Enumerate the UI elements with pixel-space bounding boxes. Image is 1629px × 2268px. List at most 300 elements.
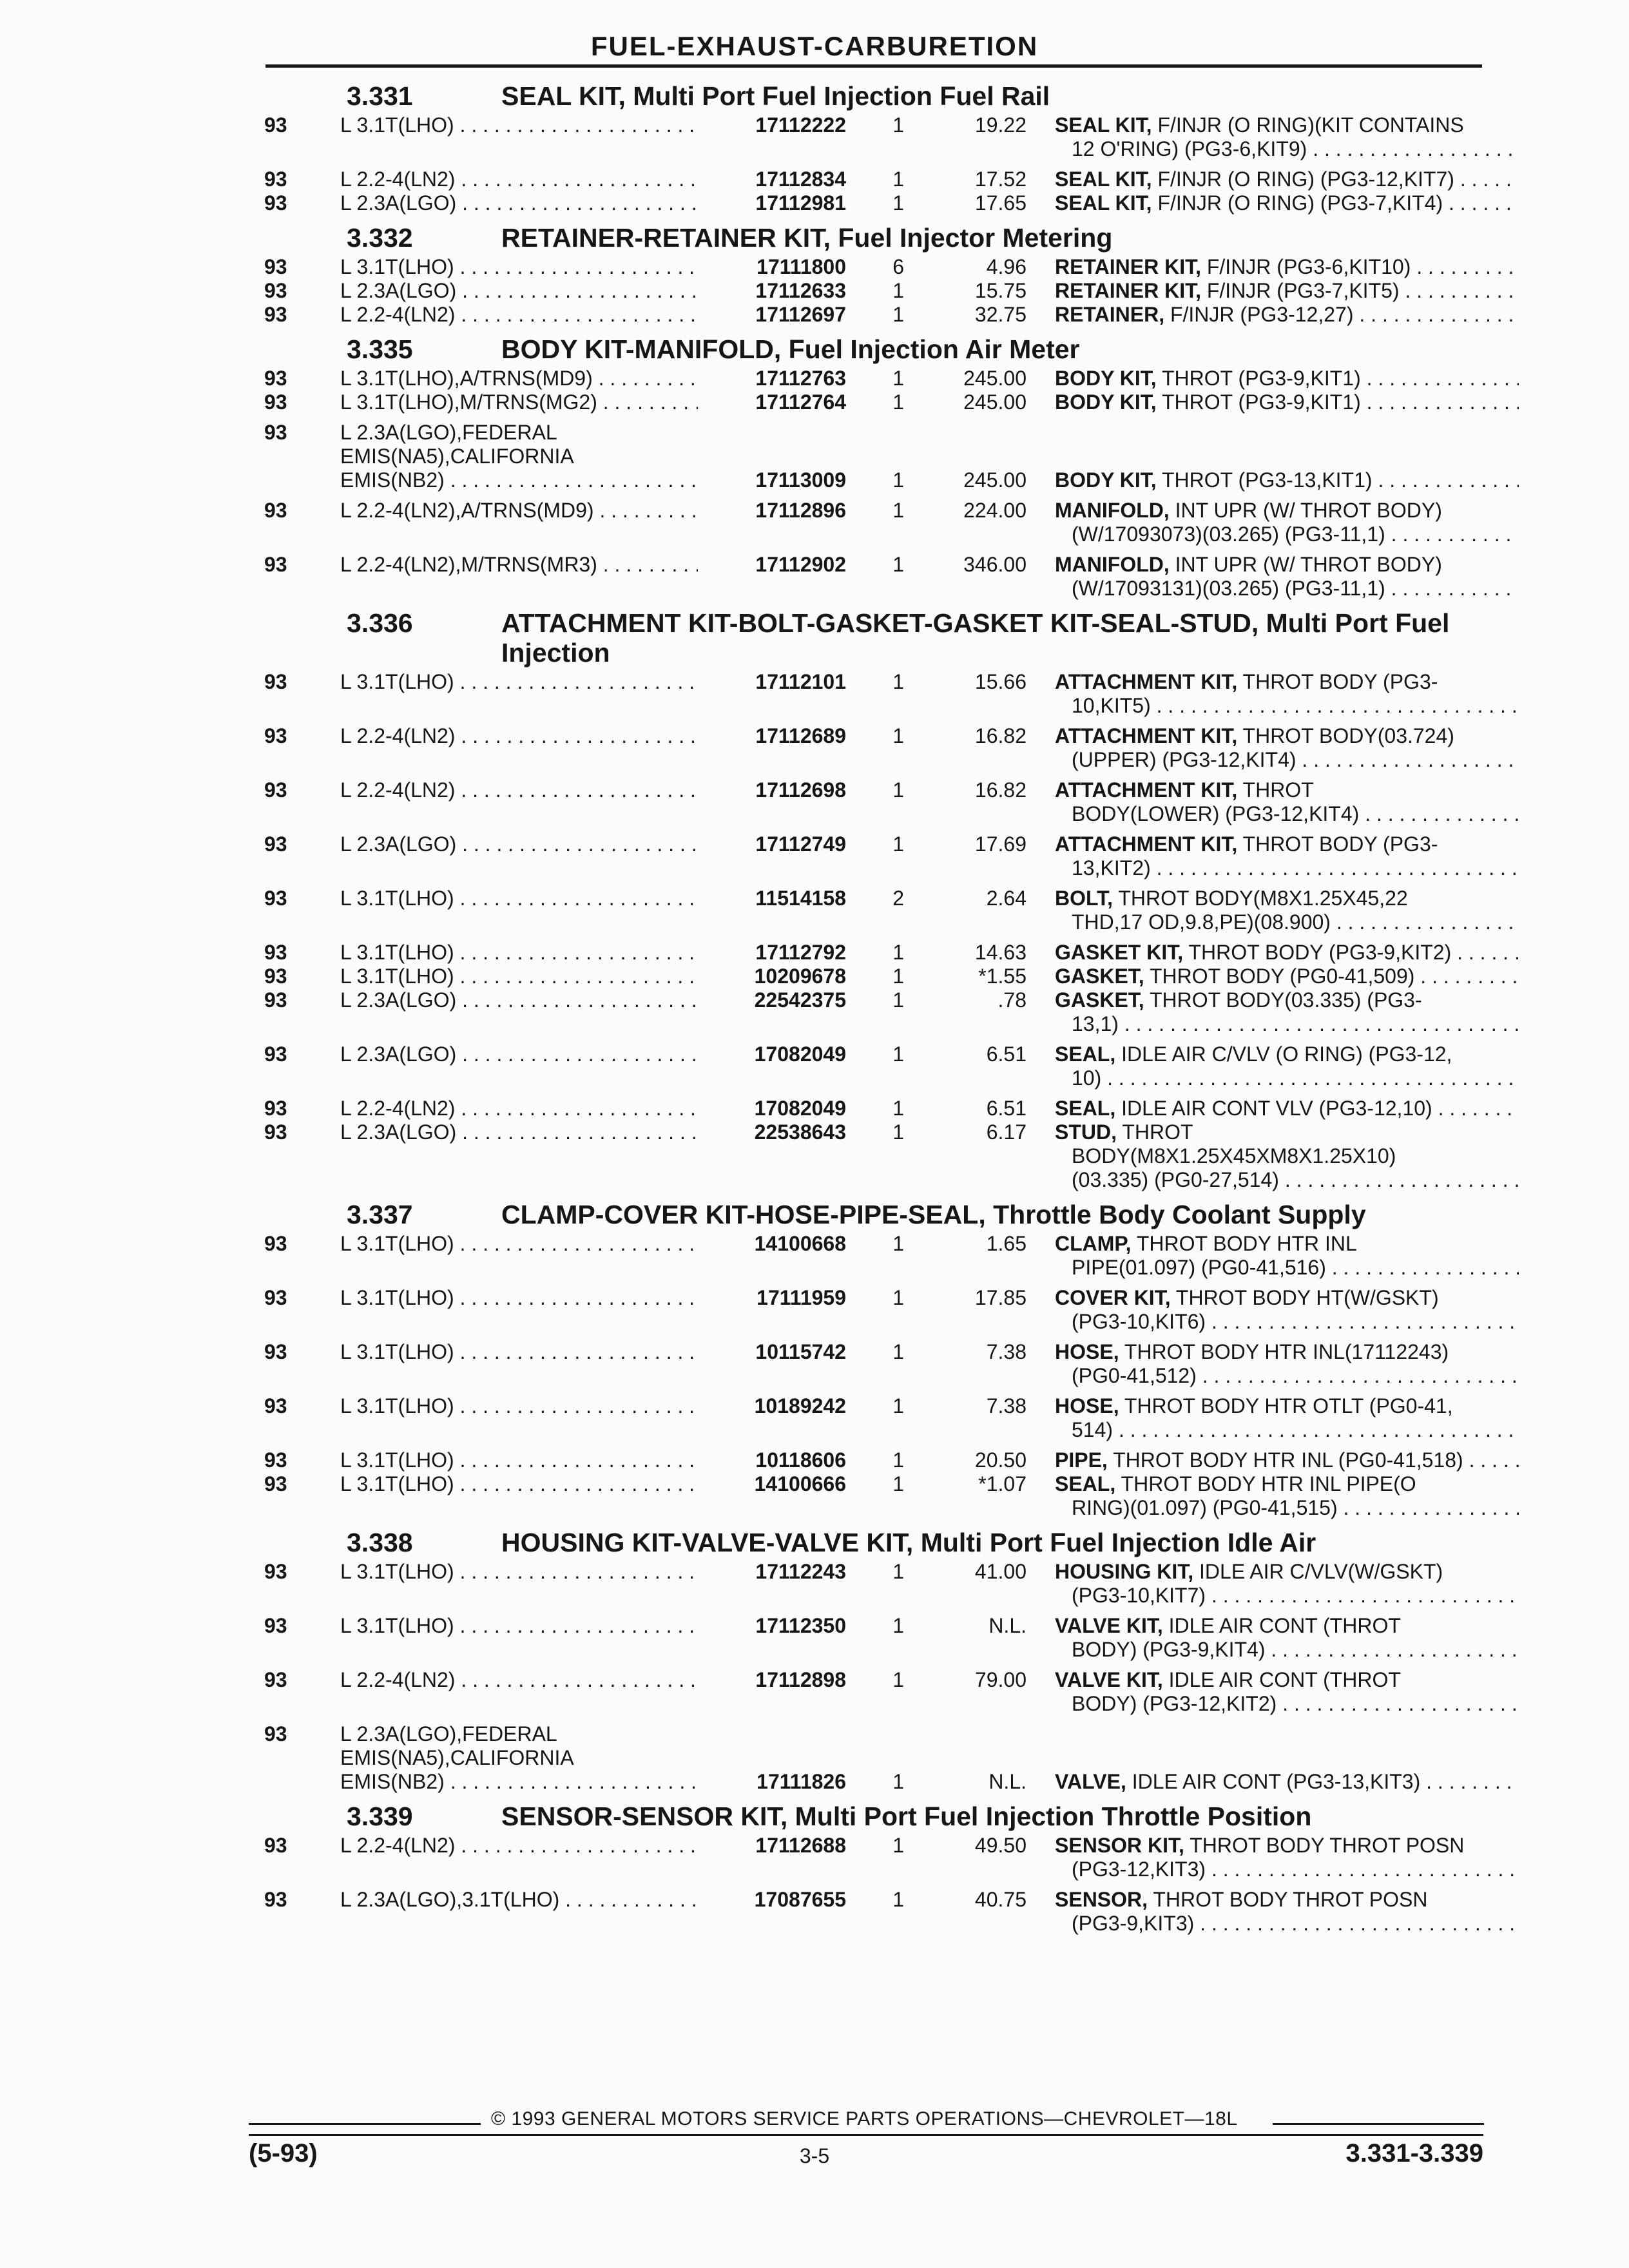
part-description-continued: 12 O'RING) (PG3-6,KIT9) . . . bbox=[1055, 137, 1519, 161]
table-row bbox=[0, 778, 1629, 826]
part-name: COVER KIT, bbox=[1055, 1286, 1171, 1309]
price: 6.17 bbox=[986, 1120, 1027, 1144]
model-year: 93 bbox=[264, 1614, 287, 1637]
description bbox=[1027, 1614, 1519, 1662]
section-title: CLAMP-COVER KIT-HOSE-PIPE-SEAL, Throttle Body Coolant Supply bbox=[501, 1200, 1366, 1229]
table-row bbox=[0, 1097, 1629, 1120]
application-text: L 3.1T(LHO) . . . bbox=[340, 670, 698, 694]
price: 15.66 bbox=[974, 670, 1027, 693]
application bbox=[340, 367, 698, 390]
model-year: 93 bbox=[264, 1472, 287, 1495]
section-number: 3.332 bbox=[347, 223, 413, 253]
price: 40.75 bbox=[974, 1888, 1027, 1911]
section-heading bbox=[0, 1802, 1629, 1831]
application bbox=[340, 887, 698, 910]
part-name: BODY KIT, bbox=[1055, 390, 1157, 414]
table-row bbox=[0, 1340, 1629, 1388]
application-text: L 2.2-4(LN2) . . . bbox=[340, 1668, 698, 1692]
footer-date: (5-93) bbox=[249, 2139, 318, 2167]
application bbox=[340, 303, 698, 327]
price: 17.65 bbox=[974, 191, 1027, 215]
part-name: HOSE, bbox=[1055, 1340, 1119, 1363]
application bbox=[340, 1834, 698, 1858]
part-description: THROT BODY HTR INL (PG0-41,518) bbox=[1107, 1448, 1463, 1472]
part-number: 14100668 bbox=[754, 1232, 846, 1255]
section-number: 3.337 bbox=[347, 1200, 413, 1229]
part-number: 17112697 bbox=[755, 303, 846, 326]
part-number: 22538643 bbox=[754, 1120, 846, 1144]
application bbox=[340, 1043, 698, 1066]
description bbox=[1027, 1668, 1519, 1716]
part-name: VALVE KIT, bbox=[1055, 1668, 1163, 1691]
section-heading bbox=[0, 1200, 1629, 1229]
part-description-continued: (PG3-10,KIT6) . . . bbox=[1055, 1310, 1519, 1334]
application bbox=[340, 279, 698, 303]
part-description: IDLE AIR CONT (THROT bbox=[1162, 1614, 1401, 1637]
part-number: 17112633 bbox=[755, 279, 846, 302]
part-description: THROT BODY THROT POSN bbox=[1148, 1888, 1428, 1911]
quantity: 1 bbox=[892, 1448, 904, 1472]
description bbox=[1027, 1120, 1519, 1192]
model-year: 93 bbox=[264, 255, 287, 278]
application-text: L 2.2-4(LN2) . . . bbox=[340, 303, 698, 327]
section-heading bbox=[0, 608, 1629, 668]
footer-page-number: 3-5 bbox=[799, 2144, 830, 2167]
description bbox=[1027, 965, 1519, 988]
model-year: 93 bbox=[264, 1448, 287, 1472]
model-year: 93 bbox=[264, 1888, 287, 1911]
model-year: 93 bbox=[264, 113, 287, 137]
part-name: GASKET, bbox=[1055, 965, 1144, 988]
description bbox=[1027, 988, 1519, 1036]
description bbox=[1027, 1560, 1519, 1608]
quantity: 1 bbox=[892, 670, 904, 693]
part-number: 17112698 bbox=[755, 778, 846, 802]
price: 16.82 bbox=[974, 778, 1027, 802]
application bbox=[340, 1448, 698, 1472]
part-number: 17112764 bbox=[755, 390, 846, 414]
part-description: THROT BODY HTR INL bbox=[1131, 1232, 1357, 1255]
quantity: 1 bbox=[892, 724, 904, 747]
description bbox=[1027, 1722, 1519, 1794]
section-heading bbox=[0, 1528, 1629, 1557]
part-number: 17112898 bbox=[755, 1668, 846, 1691]
price: 17.69 bbox=[974, 832, 1027, 856]
quantity: 1 bbox=[892, 1770, 904, 1793]
application-text: L 2.2-4(LN2) . . . bbox=[340, 1097, 698, 1120]
price: *1.07 bbox=[978, 1472, 1027, 1495]
description bbox=[1027, 1394, 1519, 1442]
price: 7.38 bbox=[986, 1394, 1027, 1418]
part-description-continued: (PG3-10,KIT7) . . . bbox=[1055, 1584, 1519, 1608]
part-name: MANIFOLD, bbox=[1055, 499, 1170, 522]
table-row bbox=[0, 113, 1629, 161]
part-number: 17112222 bbox=[755, 113, 846, 137]
table-row bbox=[0, 988, 1629, 1036]
part-description-continued: BODY) (PG3-12,KIT2) . . . bbox=[1055, 1692, 1519, 1716]
application bbox=[340, 988, 698, 1012]
application bbox=[340, 832, 698, 856]
part-description: THROT BODY (PG3- bbox=[1237, 670, 1438, 693]
description bbox=[1027, 303, 1519, 327]
model-year: 93 bbox=[264, 367, 287, 390]
part-number: 17087655 bbox=[754, 1888, 846, 1911]
quantity: 1 bbox=[892, 1560, 904, 1583]
part-description-continued: RING)(01.097) (PG0-41,515) . . . bbox=[1055, 1496, 1519, 1520]
application-text: L 2.2-4(LN2) . . . bbox=[340, 778, 698, 802]
application bbox=[340, 1888, 698, 1912]
quantity: 1 bbox=[892, 778, 904, 802]
part-description-continued: (03.335) (PG0-27,514) . . . bbox=[1055, 1168, 1519, 1192]
description bbox=[1027, 279, 1519, 303]
quantity: 1 bbox=[892, 191, 904, 215]
part-description: IDLE AIR CONT (PG3-13,KIT3) bbox=[1126, 1770, 1421, 1793]
application bbox=[340, 1120, 698, 1144]
table-row bbox=[0, 390, 1629, 414]
section-title: RETAINER-RETAINER KIT, Fuel Injector Metering bbox=[501, 223, 1113, 253]
part-description-continued: 514) . . . bbox=[1055, 1418, 1519, 1442]
part-number: 17112749 bbox=[755, 832, 846, 856]
application bbox=[340, 670, 698, 694]
application bbox=[340, 965, 698, 988]
part-description: THROT BODY (PG0-41,509) bbox=[1144, 965, 1415, 988]
part-name: SEAL, bbox=[1055, 1097, 1116, 1120]
description bbox=[1027, 832, 1519, 880]
description bbox=[1027, 670, 1519, 718]
table-row bbox=[0, 1834, 1629, 1881]
price: 224.00 bbox=[963, 499, 1027, 522]
part-number: 17112350 bbox=[755, 1614, 846, 1637]
application bbox=[340, 113, 698, 137]
quantity: 1 bbox=[892, 1043, 904, 1066]
model-year: 93 bbox=[264, 1834, 287, 1857]
part-number: 14100666 bbox=[754, 1472, 846, 1495]
part-number: 17112981 bbox=[755, 191, 846, 215]
part-number: 10209678 bbox=[754, 965, 846, 988]
description bbox=[1027, 168, 1519, 191]
description bbox=[1027, 941, 1519, 965]
application-text: L 2.2-4(LN2) . . . bbox=[340, 1834, 698, 1858]
part-description-continued: (W/17093073)(03.265) (PG3-11,1) . . . bbox=[1055, 523, 1519, 546]
part-name: RETAINER KIT, bbox=[1055, 255, 1201, 278]
model-year: 93 bbox=[264, 1097, 287, 1120]
part-name: ATTACHMENT KIT, bbox=[1055, 724, 1238, 747]
application-text: L 2.3A(LGO),FEDERAL bbox=[340, 421, 557, 444]
header-rule bbox=[265, 64, 1482, 68]
part-name: BOLT, bbox=[1055, 887, 1113, 910]
part-number: 10118606 bbox=[755, 1448, 846, 1472]
part-number: 17111959 bbox=[757, 1286, 846, 1309]
footer-rule-left bbox=[249, 2123, 481, 2125]
application bbox=[340, 499, 698, 523]
part-name: STUD, bbox=[1055, 1120, 1117, 1144]
application bbox=[340, 1232, 698, 1256]
description bbox=[1027, 1340, 1519, 1388]
description bbox=[1027, 1286, 1519, 1334]
table-row bbox=[0, 499, 1629, 546]
quantity: 1 bbox=[892, 1834, 904, 1857]
model-year: 93 bbox=[264, 1232, 287, 1255]
part-number: 17112101 bbox=[755, 670, 846, 693]
table-row bbox=[0, 1448, 1629, 1472]
description bbox=[1027, 113, 1519, 161]
part-name: VALVE KIT, bbox=[1055, 1614, 1163, 1637]
description bbox=[1027, 421, 1519, 492]
table-row bbox=[0, 832, 1629, 880]
part-description: THROT BODY (PG3- bbox=[1237, 832, 1438, 856]
section-number: 3.336 bbox=[347, 608, 413, 638]
part-name: GASKET, bbox=[1055, 988, 1144, 1012]
application-text: L 3.1T(LHO) . . . bbox=[340, 941, 698, 965]
part-description-continued: BODY(LOWER) (PG3-12,KIT4) . . . bbox=[1055, 802, 1519, 826]
application bbox=[340, 1472, 698, 1496]
section-number: 3.335 bbox=[347, 334, 413, 364]
application-text: L 3.1T(LHO) . . . bbox=[340, 887, 698, 910]
table-row bbox=[0, 1043, 1629, 1090]
application bbox=[340, 1560, 698, 1584]
application-text: L 3.1T(LHO) . . . bbox=[340, 1394, 698, 1418]
model-year: 93 bbox=[264, 421, 287, 444]
application-text: L 3.1T(LHO) . . . bbox=[340, 1340, 698, 1364]
quantity: 1 bbox=[892, 113, 904, 137]
description bbox=[1027, 1043, 1519, 1090]
quantity: 1 bbox=[892, 390, 904, 414]
footer-rule-right bbox=[1273, 2123, 1484, 2125]
table-row bbox=[0, 887, 1629, 934]
part-description: F/INJR (O RING) (PG3-7,KIT4) bbox=[1152, 191, 1443, 215]
model-year: 93 bbox=[264, 832, 287, 856]
application-text: L 3.1T(LHO) . . . bbox=[340, 255, 698, 279]
part-name: ATTACHMENT KIT, bbox=[1055, 670, 1238, 693]
application bbox=[340, 1394, 698, 1418]
application bbox=[340, 778, 698, 802]
description bbox=[1027, 887, 1519, 934]
section-title: BODY KIT-MANIFOLD, Fuel Injection Air Meter bbox=[501, 334, 1080, 364]
application-text: L 3.1T(LHO) . . . bbox=[340, 1286, 698, 1310]
parts-catalog bbox=[0, 73, 1629, 1936]
description bbox=[1027, 1472, 1519, 1520]
table-row bbox=[0, 1888, 1629, 1936]
application bbox=[340, 421, 698, 492]
part-number: 17112792 bbox=[755, 941, 846, 964]
table-row bbox=[0, 724, 1629, 772]
part-description: THROT BODY(03.335) (PG3- bbox=[1144, 988, 1422, 1012]
application-text: L 3.1T(LHO),M/TRNS(MG2) . . . bbox=[340, 390, 698, 414]
table-row bbox=[0, 1722, 1629, 1794]
price: 6.51 bbox=[986, 1043, 1027, 1066]
part-name: SEAL KIT, bbox=[1055, 113, 1152, 137]
application-text: L 2.3A(LGO) . . . bbox=[340, 1120, 698, 1144]
model-year: 93 bbox=[264, 887, 287, 910]
table-row bbox=[0, 1668, 1629, 1716]
application bbox=[340, 1614, 698, 1638]
part-name: HOUSING KIT, bbox=[1055, 1560, 1194, 1583]
application-text: L 2.3A(LGO) . . . bbox=[340, 832, 698, 856]
part-number: 17112243 bbox=[755, 1560, 846, 1583]
price: 19.22 bbox=[974, 113, 1027, 137]
table-row bbox=[0, 965, 1629, 988]
part-description: THROT (PG3-13,KIT1) bbox=[1156, 468, 1373, 492]
part-description: IDLE AIR C/VLV (O RING) (PG3-12, bbox=[1115, 1043, 1452, 1066]
part-description: THROT BODY(M8X1.25X45,22 bbox=[1113, 887, 1408, 910]
part-number: 17111800 bbox=[757, 255, 846, 278]
description bbox=[1027, 553, 1519, 601]
application-text: L 3.1T(LHO) . . . bbox=[340, 1448, 698, 1472]
part-description: THROT bbox=[1237, 778, 1314, 802]
model-year: 93 bbox=[264, 724, 287, 747]
model-year: 93 bbox=[264, 168, 287, 191]
part-number: 17112896 bbox=[755, 499, 846, 522]
model-year: 93 bbox=[264, 553, 287, 576]
quantity: 1 bbox=[892, 1097, 904, 1120]
application-text: L 3.1T(LHO) . . . bbox=[340, 1472, 698, 1496]
part-name: SEAL, bbox=[1055, 1472, 1116, 1495]
part-name: RETAINER, bbox=[1055, 303, 1165, 326]
application bbox=[340, 553, 698, 577]
price: 17.52 bbox=[974, 168, 1027, 191]
section-title: SENSOR-SENSOR KIT, Multi Port Fuel Injection Throttle Position bbox=[501, 1802, 1312, 1831]
model-year: 93 bbox=[264, 1394, 287, 1418]
price: 1.65 bbox=[986, 1232, 1027, 1255]
description bbox=[1027, 191, 1519, 215]
description bbox=[1027, 390, 1519, 414]
price: 346.00 bbox=[963, 553, 1027, 576]
price: 16.82 bbox=[974, 724, 1027, 747]
application-text: L 2.3A(LGO) . . . bbox=[340, 279, 698, 303]
table-row bbox=[0, 303, 1629, 327]
part-description-continued: (PG0-41,512) . . . bbox=[1055, 1364, 1519, 1388]
part-description-continued: (PG3-9,KIT3) . . . bbox=[1055, 1912, 1519, 1936]
table-row bbox=[0, 367, 1629, 390]
application bbox=[340, 1668, 698, 1692]
part-description: INT UPR (W/ THROT BODY) bbox=[1169, 499, 1442, 522]
section-title: HOUSING KIT-VALVE-VALVE KIT, Multi Port Fuel Injection Idle Air bbox=[501, 1528, 1316, 1557]
part-number: 17112834 bbox=[755, 168, 846, 191]
application-text: L 3.1T(LHO) . . . bbox=[340, 1560, 698, 1584]
model-year: 93 bbox=[264, 941, 287, 964]
price: 2.64 bbox=[986, 887, 1027, 910]
part-description: INT UPR (W/ THROT BODY) bbox=[1169, 553, 1442, 576]
quantity: 2 bbox=[892, 887, 904, 910]
price: 245.00 bbox=[963, 367, 1027, 390]
model-year: 93 bbox=[264, 988, 287, 1012]
part-description: THROT BODY HTR INL PIPE(O bbox=[1115, 1472, 1416, 1495]
price: N.L. bbox=[988, 1614, 1027, 1637]
quantity: 1 bbox=[892, 832, 904, 856]
part-description: IDLE AIR CONT VLV (PG3-12,10) bbox=[1115, 1097, 1432, 1120]
part-description-continued: BODY(M8X1.25X45XM8X1.25X10) bbox=[1072, 1144, 1396, 1168]
model-year: 93 bbox=[264, 965, 287, 988]
part-number: 10189242 bbox=[754, 1394, 846, 1418]
quantity: 1 bbox=[892, 965, 904, 988]
model-year: 93 bbox=[264, 778, 287, 802]
price: 49.50 bbox=[974, 1834, 1027, 1857]
table-row bbox=[0, 1120, 1629, 1192]
quantity: 1 bbox=[892, 553, 904, 576]
part-name: BODY KIT, bbox=[1055, 367, 1157, 390]
table-row bbox=[0, 168, 1629, 191]
description bbox=[1027, 1448, 1519, 1472]
part-name: SEAL, bbox=[1055, 1043, 1116, 1066]
quantity: 1 bbox=[892, 941, 904, 964]
part-name: CLAMP, bbox=[1055, 1232, 1132, 1255]
application bbox=[340, 724, 698, 748]
application-text: L 3.1T(LHO) . . . bbox=[340, 1232, 698, 1256]
application bbox=[340, 255, 698, 279]
application-text: L 2.3A(LGO) . . . bbox=[340, 191, 698, 215]
model-year: 93 bbox=[264, 499, 287, 522]
table-row bbox=[0, 1472, 1629, 1520]
application-text: L 2.3A(LGO) . . . bbox=[340, 1043, 698, 1066]
description bbox=[1027, 255, 1519, 279]
section-title: ATTACHMENT KIT-BOLT-GASKET-GASKET KIT-SEAL-STUD, Multi Port Fuel Injection bbox=[501, 608, 1450, 668]
part-description: F/INJR (PG3-12,27) bbox=[1164, 303, 1354, 326]
section-heading bbox=[0, 334, 1629, 364]
part-description: THROT BODY HT(W/GSKT) bbox=[1170, 1286, 1439, 1309]
application-text: L 2.3A(LGO),3.1T(LHO) . . . bbox=[340, 1888, 698, 1912]
description bbox=[1027, 724, 1519, 772]
quantity: 1 bbox=[892, 1340, 904, 1363]
part-description: F/INJR (O RING) (PG3-12,KIT7) bbox=[1152, 168, 1454, 191]
table-row bbox=[0, 1560, 1629, 1608]
application-text: EMIS(NA5),CALIFORNIA bbox=[340, 1746, 574, 1769]
model-year: 93 bbox=[264, 1340, 287, 1363]
part-description: THROT (PG3-9,KIT1) bbox=[1156, 367, 1361, 390]
price: N.L. bbox=[988, 1770, 1027, 1793]
table-row bbox=[0, 553, 1629, 601]
table-row bbox=[0, 670, 1629, 718]
application bbox=[340, 1340, 698, 1364]
part-number: 17112688 bbox=[755, 1834, 846, 1857]
application bbox=[340, 1097, 698, 1120]
application bbox=[340, 168, 698, 191]
price: 7.38 bbox=[986, 1340, 1027, 1363]
application-text: EMIS(NB2) . . . bbox=[340, 468, 698, 492]
part-description: THROT BODY HTR INL(17112243) bbox=[1119, 1340, 1449, 1363]
table-row bbox=[0, 191, 1629, 215]
section-title: SEAL KIT, Multi Port Fuel Injection Fuel Rail bbox=[501, 81, 1050, 111]
part-description-continued: 13,1) . . . bbox=[1055, 1012, 1519, 1036]
part-description: THROT (PG3-9,KIT1) bbox=[1156, 390, 1361, 414]
price: 245.00 bbox=[963, 468, 1027, 492]
section-heading bbox=[0, 81, 1629, 111]
part-name: SEAL KIT, bbox=[1055, 168, 1152, 191]
application-text: EMIS(NB2) . . . bbox=[340, 1770, 698, 1794]
part-name: PIPE, bbox=[1055, 1448, 1108, 1472]
quantity: 1 bbox=[892, 1472, 904, 1495]
part-name: MANIFOLD, bbox=[1055, 553, 1170, 576]
quantity: 1 bbox=[892, 1888, 904, 1911]
application-text: L 2.2-4(LN2),A/TRNS(MD9) . . . bbox=[340, 499, 698, 523]
part-number: 17082049 bbox=[754, 1043, 846, 1066]
application bbox=[340, 1722, 698, 1794]
part-name: SENSOR KIT, bbox=[1055, 1834, 1184, 1857]
application-text: L 2.3A(LGO) . . . bbox=[340, 988, 698, 1012]
price: 245.00 bbox=[963, 390, 1027, 414]
footer-rule bbox=[249, 2134, 1483, 2136]
quantity: 1 bbox=[892, 468, 904, 492]
part-description: F/INJR (PG3-7,KIT5) bbox=[1200, 279, 1400, 302]
quantity: 1 bbox=[892, 303, 904, 326]
quantity: 1 bbox=[892, 499, 904, 522]
part-description: IDLE AIR C/VLV(W/GSKT) bbox=[1193, 1560, 1443, 1583]
price: 4.96 bbox=[986, 255, 1027, 278]
model-year: 93 bbox=[264, 1120, 287, 1144]
part-number: 17113009 bbox=[755, 468, 846, 492]
application bbox=[340, 941, 698, 965]
part-number: 17111826 bbox=[757, 1770, 846, 1793]
table-row bbox=[0, 255, 1629, 279]
